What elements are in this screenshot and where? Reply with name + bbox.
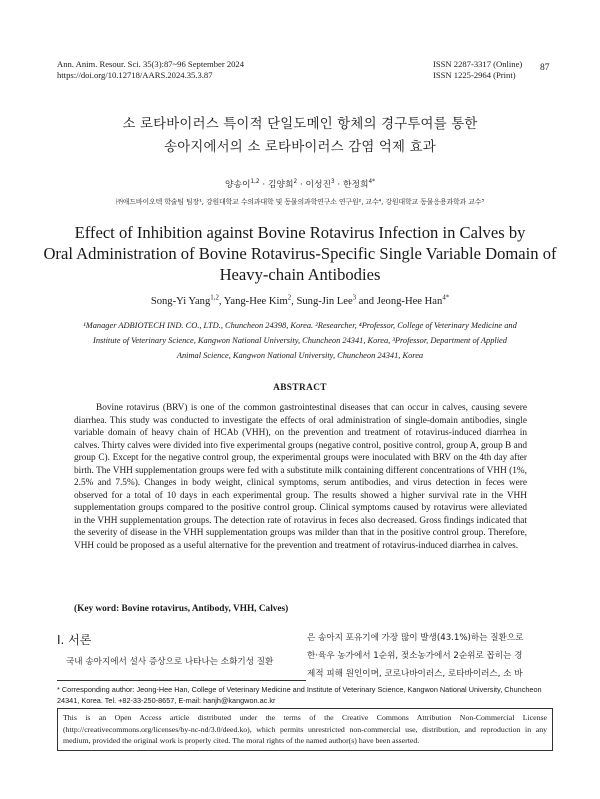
affiliation-line: Institute of Veterinary Science, Kangwon National University, Chuncheon 24341, Korea, ³Professor, Department of Applied <box>93 336 507 345</box>
intro-left-column: 국내 송아지에서 설사 증상으로 나타나는 소화기성 질환 <box>66 657 274 667</box>
intro-right-column <box>307 629 547 683</box>
keywords: (Key word: Bovine rotavirus, Antibody, VHH, Calves) <box>74 604 289 614</box>
author-name: 한정희 <box>343 180 369 190</box>
korean-title <box>40 113 560 159</box>
author-name: Yang-Hee Kim <box>223 296 288 307</box>
issn-block <box>433 59 522 81</box>
author-name: Jeong-Hee Han <box>376 296 443 307</box>
doi-link[interactable]: https://doi.org/10.12718/AARS.2024.35.3.87 <box>57 70 213 80</box>
correspondence-footnote: * Corresponding author: Jeong-Hee Han, College of Veterinary Medicine and Institute of Veterinary Science, Kangwon National University, Chuncheon 24341, Korea. Tel. +82-33-250-8657, E-mail: hanjh@kangwon.ac.kr <box>57 685 542 705</box>
english-affiliations <box>48 318 552 363</box>
author-separator: · <box>334 180 344 190</box>
author-name: Song-Yi Yang <box>150 296 211 307</box>
author-affil-mark: 2 <box>293 179 298 186</box>
korean-authors <box>40 177 560 190</box>
english-title-line: Oral Administration of Bovine Rotavirus-Specific Single Variable Domain of <box>43 244 557 263</box>
korean-title-line: 송아지에서의 소 로타바이러스 감염 억제 효과 <box>164 140 436 155</box>
journal-line: Ann. Anim. Resour. Sci. 35(3):87~96 September 2024 <box>57 59 245 69</box>
author-affil-mark: 1,2 <box>210 294 219 302</box>
intro-line: 제적 피해 원인이며, 코로나바이러스, 로타바이러스, 소 바 <box>307 669 523 679</box>
intro-line: 한·육우 농가에서 1순위, 젖소농가에서 2순위로 꼽히는 경 <box>307 651 523 661</box>
license-box: This is an Open Access article distributed under the terms of the Creative Commons Attribution Non-Commercial License (http://creativecommons.org/licenses/by-nc-nd/3.0/deed.ko), which permits unrestricted non-commercial use, distribution, and reproduction in any medium, provided the original work is properly cited. The moral rights of the named author(s) have been asserted. <box>57 708 553 751</box>
journal-citation <box>57 59 244 81</box>
author-name: 양송이 <box>224 180 251 190</box>
author-affil-mark: 1,2 <box>250 179 260 186</box>
author-separator: · <box>297 180 306 190</box>
author-name: 이성진 <box>305 180 331 190</box>
author-affil-mark: 3 <box>352 294 357 302</box>
author-affil-mark: 4* <box>368 179 376 186</box>
section-title: Ⅰ. 서론 <box>57 633 92 647</box>
korean-affiliations: ㈜애드바이오텍 학술팀 팀장¹, 강원대학교 수의과대학 및 동물의과학연구소 연구원², 교수⁴, 강원대학교 동물응용과학과 교수³ <box>116 198 484 206</box>
author-name: 김양희 <box>267 180 294 190</box>
english-title-line: Effect of Inhibition against Bovine Rotavirus Infection in Calves by <box>74 223 526 242</box>
abstract-heading: ABSTRACT <box>273 383 327 393</box>
issn-online: ISSN 2287-3317 (Online) <box>433 59 523 69</box>
author-separator: · <box>259 180 268 190</box>
footnote-divider <box>57 680 306 681</box>
intro-line: 은 송아지 포유기에 가장 많이 발생(43.1%)하는 질환으로 <box>307 633 524 643</box>
english-title-line: Heavy-chain Antibodies <box>219 265 381 284</box>
english-authors: Song-Yi Yang$^{1,2}$, Yang-Hee Kim$^2$, Sung-Jin Lee$^3$ and Jeong-Hee Han$^{4*}$ <box>150 294 450 307</box>
author-affil-mark: 4* <box>442 294 450 302</box>
author-affil-mark: 2 <box>287 294 292 302</box>
korean-title-line: 소 로타바이러스 특이적 단일도메인 항체의 경구투여를 통한 <box>122 117 478 132</box>
author-affil-mark: 3 <box>331 179 335 186</box>
author-name: Sung-Jin Lee <box>296 296 353 307</box>
issn-print: ISSN 1225-2964 (Print) <box>433 70 516 80</box>
abstract-body: Bovine rotavirus (BRV) is one of the common gastrointestinal diseases that can occur in calves, causing severe diarrhea. This study was conducted to investigate the effects of oral administration of single-domain antibodies, single variable domain of heavy chain of HCAb (VHH), on the prevention and treatment of rotavirus-induced diarrhea in calves. Thirty calves were divided into five experimental groups (negative control, positive control, group A, group B and group C). Except for the negative control group, the experimental groups were inoculated with BRV on the 4th day after birth. The VHH supplementation groups were fed with a substitute milk containing different concentrations of VHH (1%, 2.5% and 7.5%). Changes in body weight, clinical symptoms, serum antibodies, and virus detection in feces were observed for a total of 10 days in each experimental group. The results showed a higher survival rate in the VHH supplementation groups compared to the positive control group. Clinical symptoms caused by rotavirus were alleviated in the VHH supplementation groups. The detection rate of rotavirus in feces also decreased. Gross findings indicated that the severity of disease in the VHH supplementation groups was milder than that in the positive control group. Therefore, VHH could be proposed as a useful alternative for the prevention and treatment of rotavirus-induced diarrhea in calves. <box>74 403 527 551</box>
affiliation-line: Animal Science, Kangwon National University, Chuncheon 24341, Korea <box>176 351 424 360</box>
page-number: 87 <box>540 63 550 73</box>
affiliation-line: ¹Manager ADBIOTECH IND. CO., LTD., Chuncheon 24398, Korea. ²Researcher, ⁴Professor, College of Veterinary Medicine and <box>83 321 517 330</box>
english-title <box>30 222 570 285</box>
